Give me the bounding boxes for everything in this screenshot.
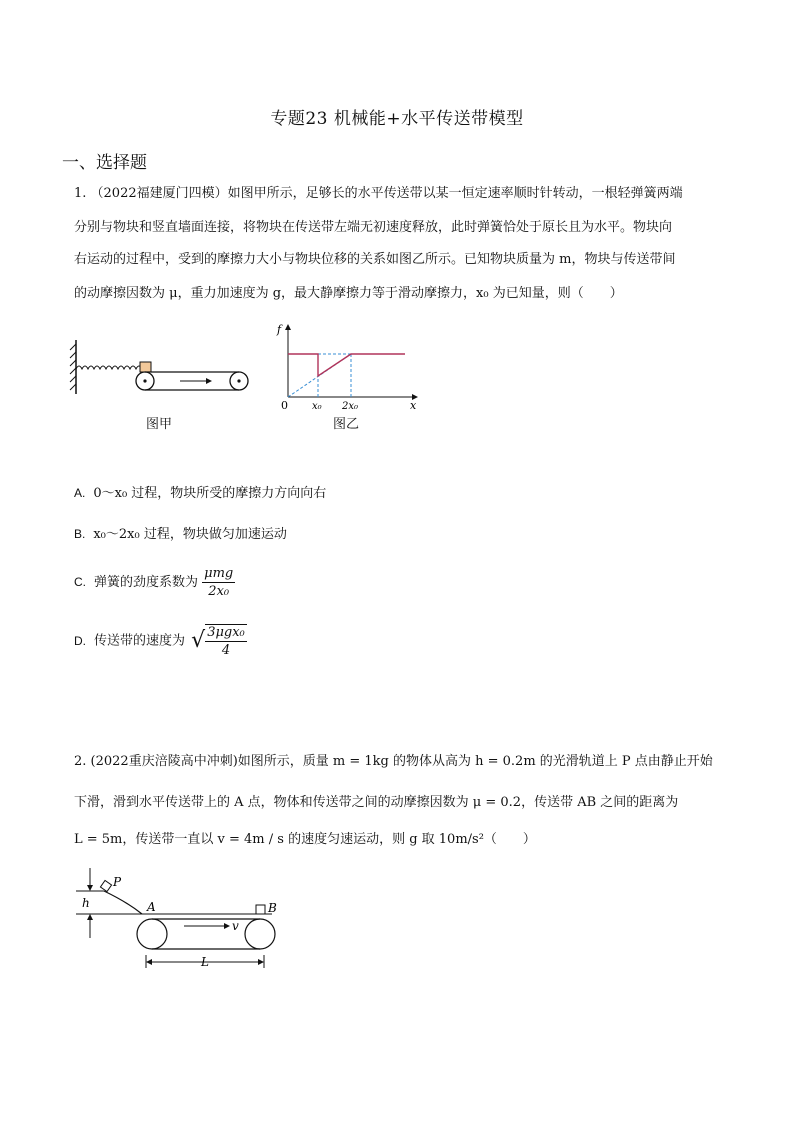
block-b-icon <box>256 905 265 914</box>
option-d-label: D. <box>74 633 86 648</box>
y-axis-arrow-icon <box>285 324 291 330</box>
label-h: h <box>82 896 90 910</box>
arrow-right-icon <box>224 923 230 929</box>
option-a-text: 0～x₀ 过程，物块所受的摩擦力方向向右 <box>93 486 327 501</box>
option-d-fraction <box>205 624 247 658</box>
option-d-text: 传送带的速度为 <box>94 633 186 649</box>
option-c-fraction <box>202 566 235 599</box>
label-b: B <box>268 901 277 915</box>
option-c-text: 弹簧的劲度系数为 <box>94 575 199 590</box>
f-axis-label: f <box>277 323 282 336</box>
option-d <box>74 624 247 658</box>
q1-line-3: 右运动的过程中，受到的摩擦力大小与物块位移的关系如图乙所示。已知物块质量为 m，物块与传送带间 <box>74 252 676 267</box>
option-c-numerator: μmg <box>204 566 234 581</box>
q1-line-2: 分别与物块和竖直墙面连接，将物块在传送带左端无初速度释放，此时弹簧恰处于原长且为水平。物块向 <box>74 220 673 235</box>
figure-q2 <box>72 864 282 974</box>
x-axis-label: x <box>410 399 417 412</box>
q1-line-4: 的动摩擦因数为 μ，重力加速度为 g，最大静摩擦力等于滑动摩擦力，x₀ 为已知量，则（ ） <box>74 286 623 301</box>
block-p-icon <box>100 880 111 891</box>
option-d-denominator: 4 <box>221 643 231 658</box>
sqrt-icon: √ <box>191 628 206 653</box>
page-title: 专题23 机械能+水平传送带模型 <box>270 109 524 129</box>
tick-x0: x₀ <box>312 401 322 412</box>
label-p: P <box>113 875 122 889</box>
label-v: v <box>232 919 239 933</box>
section-heading: 一、选择题 <box>62 153 147 173</box>
option-b <box>74 523 287 542</box>
option-c-denominator: 2x₀ <box>208 584 230 599</box>
label-a: A <box>147 900 156 914</box>
origin-label: 0 <box>281 399 288 412</box>
option-c-label: C. <box>74 575 86 589</box>
arrow-down-icon <box>87 885 93 891</box>
figure-yi <box>272 316 422 416</box>
tick-2x0: 2x₀ <box>342 401 359 412</box>
q2-line-3: L = 5m，传送带一直以 v = 4m / s 的速度匀速运动，则 g 取 10m/s²（ ） <box>74 832 536 847</box>
q2-line-1: 2. (2022重庆涪陵高中冲刺)如图所示，质量 m = 1kg 的物体从高为 h = 0.2m 的光滑轨道上 P 点由静止开始 <box>74 754 713 769</box>
figure-jia-caption: 图甲 <box>146 417 173 432</box>
option-a <box>74 482 326 501</box>
figure-jia <box>68 330 258 400</box>
option-b-text: x₀～2x₀ 过程，物块做匀加速运动 <box>93 527 287 542</box>
figure-yi-caption: 图乙 <box>333 417 360 432</box>
q2-line-2: 下滑，滑到水平传送带上的 A 点，物体和传送带之间的动摩擦因数为 μ = 0.2，传送带 AB 之间的距离为 <box>74 795 679 810</box>
q1-line-1: 1. （2022福建厦门四模）如图甲所示，足够长的水平传送带以某一恒定速率顺时针转动，一根轻弹簧两端 <box>74 186 683 201</box>
label-l: L <box>201 955 209 969</box>
block-icon <box>140 362 151 372</box>
option-a-label: A. <box>74 486 86 500</box>
arrow-up-icon <box>87 914 93 920</box>
arrow-right-icon <box>206 378 212 384</box>
option-b-label: B. <box>74 527 86 541</box>
option-c <box>74 566 235 599</box>
option-d-numerator: 3μgx₀ <box>207 625 245 640</box>
spring-icon <box>76 366 142 369</box>
